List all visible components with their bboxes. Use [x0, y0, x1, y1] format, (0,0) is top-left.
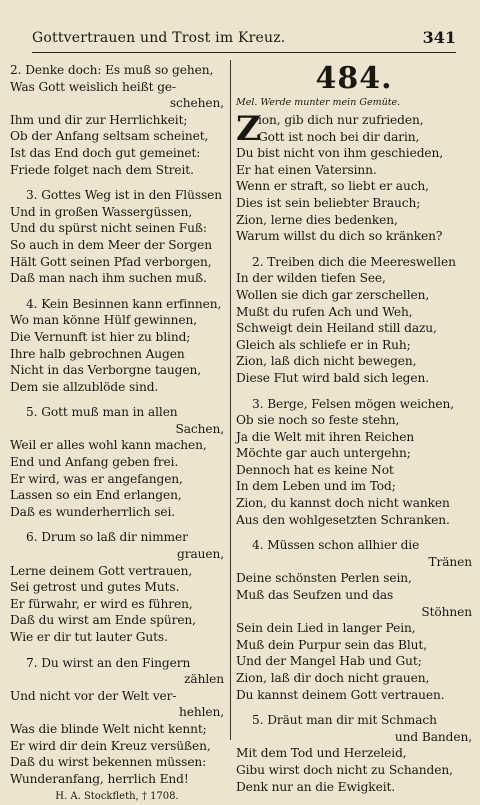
verse-line: 2. Denke doch: Es muß so gehen,	[10, 63, 214, 77]
verse-line: So auch in dem Meer der Sorgen	[10, 237, 212, 252]
verse-line: Möchte gar auch untergehn;	[236, 446, 411, 461]
verse-line: Deine schönsten Perlen sein,	[236, 571, 412, 586]
verse-line: Dennoch hat es keine Not	[236, 462, 394, 477]
verse-line: 5. Gott muß man in allen	[26, 405, 178, 420]
verse-4	[236, 537, 472, 703]
verse-line: Die Vernunft ist hier zu blind;	[10, 329, 191, 344]
verse-line: Warum willst du dich so kränken?	[236, 229, 443, 244]
verse-line: Tränen	[428, 554, 472, 569]
verse-3	[236, 396, 472, 529]
verse-7	[10, 655, 224, 788]
drop-cap: Z	[236, 109, 261, 149]
verse-line: 3. Berge, Felsen mögen weichen,	[252, 396, 455, 411]
verse-line: Zion, laß dich nicht bewegen,	[236, 354, 417, 369]
verse-line: Stöhnen	[421, 604, 472, 619]
verse-line: Dem sie allzublöde sind.	[10, 379, 159, 394]
verse-line: Sein dein Lied in langer Pein,	[236, 621, 416, 636]
verse-line: 2. Treiben dich die Meereswellen	[252, 254, 456, 269]
verse-line: und Banden,	[394, 729, 472, 744]
verse-1	[236, 109, 472, 245]
verse-line: 6. Drum so laß dir nimmer	[26, 530, 188, 545]
verse-6	[10, 529, 224, 645]
verse-line: 3. Gottes Weg ist in den Flüssen	[26, 188, 222, 203]
verse-line: Er hat einen Vatersinn.	[236, 162, 377, 177]
hymn-number: 484.	[315, 61, 393, 96]
verse-5	[236, 712, 472, 795]
verse-line: Er fürwahr, er wird es führen,	[10, 596, 193, 611]
melody-note: Mel. Werde munter mein Gemüte.	[236, 97, 401, 108]
verse-line: Ist das End doch gut gemeinet:	[10, 145, 201, 160]
verse-line: End und Anfang geben frei.	[10, 455, 179, 470]
verse-line: Aus den wohlgesetzten Schranken.	[236, 512, 450, 527]
verse-3	[10, 187, 224, 287]
verse-line: ion, gib dich nur zufrieden,	[258, 113, 424, 127]
verse-line: Ihre halb gebrochnen Augen	[10, 346, 185, 361]
verse-line: Wunderanfang, herrlich End!	[10, 771, 189, 786]
verse-line: Wollen sie dich gar zerschellen,	[236, 287, 430, 302]
verse-line: 7. Du wirst an den Fingern	[26, 655, 191, 670]
verse-line: Daß du wirst am Ende spüren,	[10, 613, 196, 628]
verse-line: Wo man könne Hülf gewinnen,	[10, 313, 198, 328]
verse-line: Was die blinde Welt nicht kennt;	[10, 721, 207, 736]
verse-line: Denk nur an die Ewigkeit.	[236, 779, 396, 794]
verse-line: Und du spürst nicht seinen Fuß:	[10, 221, 207, 236]
verse-line: Wenn er straft, so liebt er auch,	[236, 179, 429, 194]
verse-line: Sachen,	[175, 421, 224, 436]
verse-line: 4. Müssen schon allhier die	[252, 538, 420, 553]
verse-line: 4. Kein Besinnen kann erfinnen,	[26, 296, 222, 311]
column-divider	[230, 60, 231, 740]
verse-line: Daß du wirst bekennen müssen:	[10, 755, 207, 770]
verse-line: Lassen so ein End erlangen,	[10, 488, 182, 503]
verse-2-continued	[10, 62, 224, 178]
verse-line: Ob der Anfang seltsam scheinet,	[10, 129, 209, 144]
verse-line: Muß dein Purpur sein das Blut,	[236, 637, 427, 652]
verse-line: In dem Leben und im Tod;	[236, 479, 396, 494]
verse-line: Und der Mangel Hab und Gut;	[236, 654, 422, 669]
verse-line: Diese Flut wird bald sich legen.	[236, 370, 430, 385]
verse-line: Zion, laß dir doch nicht grauen,	[236, 671, 430, 685]
verse-line: Und nicht vor der Welt ver-	[10, 688, 177, 703]
verse-line: Sei getrost und gutes Muts.	[10, 580, 180, 595]
verse-5	[10, 404, 224, 520]
right-column	[236, 62, 472, 795]
author-credit: H. A. Stockfleth, † 1708.	[55, 791, 179, 803]
verse-line: Zion, du kannst doch nicht wanken	[236, 496, 450, 511]
verse-line: Friede folget nach dem Streit.	[10, 162, 194, 177]
verse-line: zählen	[184, 672, 224, 687]
verse-line: hehlen,	[178, 705, 224, 720]
page-number: 341	[422, 28, 456, 47]
left-column	[10, 62, 224, 805]
verse-line: 5. Dräut man dir mit Schmach	[252, 713, 437, 728]
verse-line: Mit dem Tod und Herzeleid,	[236, 746, 407, 761]
verse-line: In der wilden tiefen See,	[236, 271, 386, 286]
verse-4	[10, 296, 224, 396]
verse-line: Er wird, was er angefangen,	[10, 471, 183, 486]
verse-line: Ihm und dir zur Herrlichkeit;	[10, 112, 188, 127]
verse-line: Du kannst deinem Gott vertrauen.	[236, 687, 445, 702]
verse-line: Hält Gott seinen Pfad verborgen,	[10, 254, 212, 269]
verse-line: Und in großen Wassergüssen,	[10, 204, 193, 219]
verse-line: Dies ist sein beliebter Brauch;	[236, 195, 421, 210]
verse-line: Er wird dir dein Kreuz versüßen,	[10, 738, 211, 753]
page-header	[32, 30, 456, 53]
verse-line: Daß man nach ihm suchen muß.	[10, 271, 207, 286]
verse-line: Ob sie noch so feste stehn,	[236, 413, 400, 428]
verse-line: Wie er dir tut lauter Guts.	[10, 630, 168, 644]
verse-line: Nicht in das Verborgne taugen,	[10, 363, 201, 378]
verse-line: Weil er alles wohl kann machen,	[10, 438, 207, 453]
running-title: Gottvertrauen und Trost im Kreuz.	[32, 30, 286, 46]
verse-line: Daß es wunderherrlich sei.	[10, 504, 176, 519]
verse-line: Gibu wirst doch nicht zu Schanden,	[236, 762, 453, 777]
verse-line: Muß das Seufzen und das	[236, 588, 394, 603]
verse-line: schehen,	[169, 96, 224, 111]
verse-2	[236, 254, 472, 387]
verse-line: Gott ist noch bei dir darin,	[258, 129, 420, 144]
verse-line: Mußt du rufen Ach und Weh,	[236, 304, 413, 319]
verse-line: Schweigt dein Heiland still dazu,	[236, 321, 437, 336]
verse-line: Zion, lerne dies bedenken,	[236, 212, 398, 227]
verse-line: Gleich als schliefe er in Ruh;	[236, 337, 411, 352]
verse-line: Du bist nicht von ihm geschieden,	[236, 146, 444, 161]
verse-line: grauen,	[177, 547, 224, 562]
verse-line: Was Gott weislich heißt ge-	[10, 79, 177, 94]
verse-line: Lerne deinem Gott vertrauen,	[10, 563, 193, 578]
verse-line: Ja die Welt mit ihren Reichen	[236, 429, 415, 444]
